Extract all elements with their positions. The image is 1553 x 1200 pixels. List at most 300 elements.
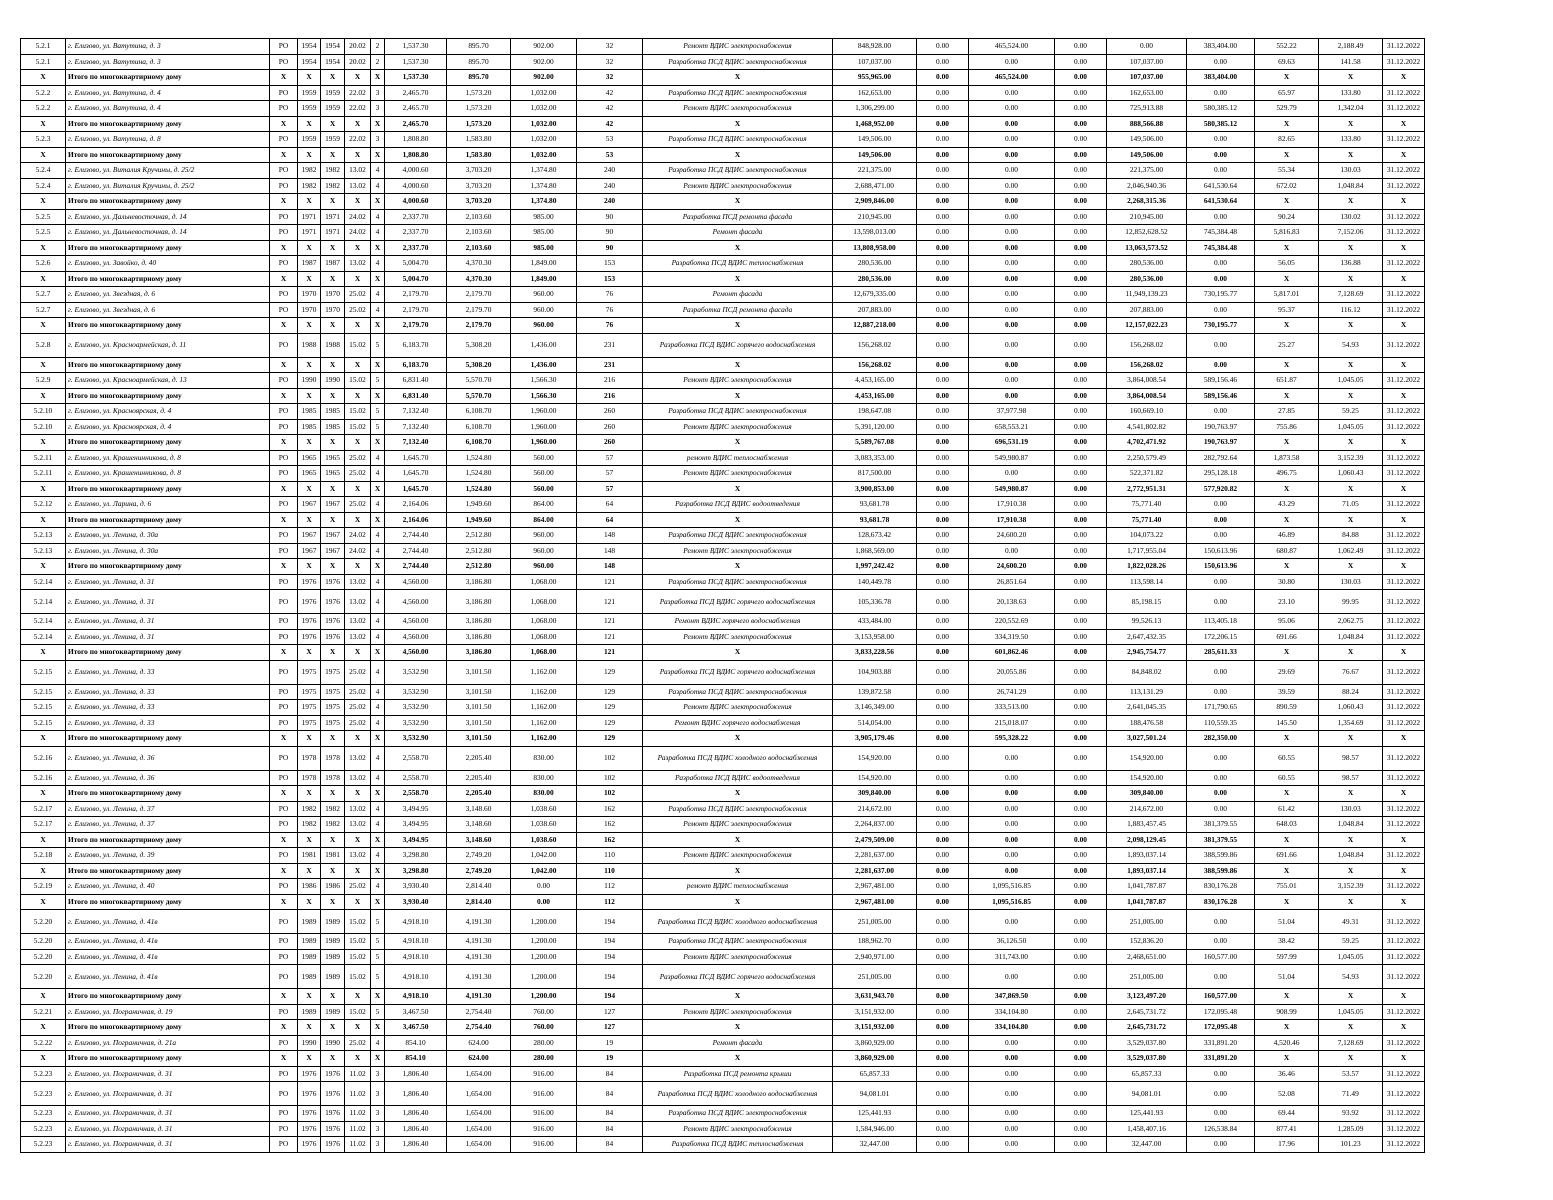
municipal-budget-cell: 0.00 (1055, 1051, 1107, 1067)
municipal-budget-cell: 0.00 (1055, 801, 1107, 817)
work-type-cell: Разработка ПСД ВДИС горячего водоснабжения (643, 333, 833, 357)
work-type-cell: Разработка ПСД ВДИС электроснабжения (643, 574, 833, 590)
method-cell: РО (270, 801, 298, 817)
work-type-cell: X (643, 388, 833, 404)
premises-area-cell: 6,108.70 (447, 435, 511, 451)
region-budget-cell: 0.00 (969, 225, 1055, 241)
fund-cell: 0.00 (917, 240, 969, 256)
owners-funds-cell: 4,541,802.82 (1107, 419, 1187, 435)
cost-cell: 280,536.00 (833, 256, 917, 272)
row-number-cell: 5.2.20 (21, 965, 66, 989)
row-number-cell: X (21, 894, 66, 910)
unit-cost-cell: 890.59 (1255, 700, 1319, 716)
living-area-cell: 1,162.00 (511, 715, 577, 731)
wall-code-cell: 13.02 (345, 746, 371, 770)
row-number-cell: 5.2.23 (21, 1066, 66, 1082)
year-repair-cell: X (321, 645, 345, 661)
wall-code-cell: 25.02 (345, 466, 371, 482)
address-cell: г. Елизово, ул. Завойко, д. 40 (66, 256, 270, 272)
municipal-budget-cell: 0.00 (1055, 256, 1107, 272)
year-built-cell: 1959 (298, 85, 321, 101)
deadline-cell: 31.12.2022 (1383, 132, 1425, 148)
year-built-cell: 1976 (298, 1066, 321, 1082)
premises-area-cell: 895.70 (447, 54, 511, 70)
municipal-budget-cell: 0.00 (1055, 629, 1107, 645)
municipal-budget-cell: 0.00 (1055, 481, 1107, 497)
living-area-cell: 560.00 (511, 466, 577, 482)
address-cell: г. Елизово, ул. Ленина, д. 30а (66, 528, 270, 544)
year-repair-cell: X (321, 832, 345, 848)
fund-cell: 0.00 (917, 645, 969, 661)
living-area-cell: 1,042.00 (511, 848, 577, 864)
owners-funds-cell: 3,864,008.54 (1107, 373, 1187, 389)
owners-funds-cell: 1,717,955.04 (1107, 543, 1187, 559)
residents-cell: 216 (577, 373, 643, 389)
row-number-cell: X (21, 1020, 66, 1036)
limit-cost-cell: X (1319, 731, 1383, 747)
fund-cell: 0.00 (917, 934, 969, 950)
method-cell: РО (270, 660, 298, 684)
residents-cell: 84 (577, 1066, 643, 1082)
address-cell: г. Елизово, ул. Виталия Кручины, д. 25/2 (66, 178, 270, 194)
municipal-budget-cell: 0.00 (1055, 147, 1107, 163)
table-row (21, 466, 1425, 482)
wall-code-cell: 11.02 (345, 1082, 371, 1106)
row-number-cell: X (21, 194, 66, 210)
municipal-budget-cell: 0.00 (1055, 271, 1107, 287)
unit-cost-cell: X (1255, 388, 1319, 404)
limit-cost-cell: 130.03 (1319, 801, 1383, 817)
wall-code-cell: X (345, 116, 371, 132)
year-built-cell: 1954 (298, 54, 321, 70)
year-repair-cell: 1967 (321, 543, 345, 559)
municipal-budget-cell: 0.00 (1055, 318, 1107, 334)
row-number-cell: 5.2.23 (21, 1082, 66, 1106)
wall-code-cell: 24.02 (345, 225, 371, 241)
total-area-cell: 3,494.95 (385, 832, 447, 848)
row-number-cell: 5.2.2 (21, 101, 66, 117)
floors-cell: X (371, 832, 385, 848)
other-sources-cell: 171,790.65 (1187, 700, 1255, 716)
wall-code-cell: X (345, 1020, 371, 1036)
cost-cell: 104,903.88 (833, 660, 917, 684)
fund-cell: 0.00 (917, 614, 969, 630)
wall-code-cell: 13.02 (345, 256, 371, 272)
region-budget-cell: 0.00 (969, 965, 1055, 989)
owners-funds-cell: 2,645,731.72 (1107, 1020, 1187, 1036)
wall-code-cell: 11.02 (345, 1106, 371, 1122)
other-sources-cell: 113,405.18 (1187, 614, 1255, 630)
total-area-cell: 2,465.70 (385, 116, 447, 132)
owners-funds-cell: 154,920.00 (1107, 746, 1187, 770)
year-built-cell: 1971 (298, 209, 321, 225)
year-repair-cell: X (321, 435, 345, 451)
other-sources-cell: 381,379.55 (1187, 832, 1255, 848)
owners-funds-cell: 3,027,501.24 (1107, 731, 1187, 747)
wall-code-cell: 15.02 (345, 965, 371, 989)
municipal-budget-cell: 0.00 (1055, 559, 1107, 575)
work-type-cell: X (643, 1020, 833, 1036)
method-cell: РО (270, 333, 298, 357)
fund-cell: 0.00 (917, 1121, 969, 1137)
address-cell: г. Елизово, ул. Ватутина, д. 4 (66, 85, 270, 101)
municipal-budget-cell: 0.00 (1055, 786, 1107, 802)
unit-cost-cell: 69.44 (1255, 1106, 1319, 1122)
table-row (21, 801, 1425, 817)
fund-cell: 0.00 (917, 863, 969, 879)
owners-funds-cell: 1,893,037.14 (1107, 863, 1187, 879)
unit-cost-cell: X (1255, 435, 1319, 451)
region-budget-cell: 0.00 (969, 256, 1055, 272)
region-budget-cell: 0.00 (969, 373, 1055, 389)
other-sources-cell: 383,404.00 (1187, 39, 1255, 55)
work-type-cell: Разработка ПСД ВДИС горячего водоснабжения (643, 590, 833, 614)
fund-cell: 0.00 (917, 388, 969, 404)
region-budget-cell: 0.00 (969, 746, 1055, 770)
limit-cost-cell: 1,354.69 (1319, 715, 1383, 731)
row-number-cell: 5.2.15 (21, 660, 66, 684)
address-cell: Итого по многоквартирному дому (66, 1051, 270, 1067)
method-cell: РО (270, 163, 298, 179)
floors-cell: X (371, 786, 385, 802)
deadline-cell: 31.12.2022 (1383, 543, 1425, 559)
owners-funds-cell: 251,005.00 (1107, 965, 1187, 989)
work-type-cell: X (643, 357, 833, 373)
method-cell: РО (270, 910, 298, 934)
limit-cost-cell: 1,048.84 (1319, 848, 1383, 864)
residents-cell: 153 (577, 271, 643, 287)
year-built-cell: 1982 (298, 178, 321, 194)
limit-cost-cell: 3,152.39 (1319, 450, 1383, 466)
work-type-cell: X (643, 1051, 833, 1067)
deadline-cell: X (1383, 318, 1425, 334)
row-number-cell: X (21, 989, 66, 1005)
deadline-cell: 31.12.2022 (1383, 85, 1425, 101)
premises-area-cell: 3,703.20 (447, 163, 511, 179)
work-type-cell: X (643, 271, 833, 287)
limit-cost-cell: 130.03 (1319, 574, 1383, 590)
other-sources-cell: 0.00 (1187, 85, 1255, 101)
residents-cell: 127 (577, 1020, 643, 1036)
deadline-cell: X (1383, 240, 1425, 256)
cost-cell: 3,631,943.70 (833, 989, 917, 1005)
living-area-cell: 1,068.00 (511, 629, 577, 645)
total-area-cell: 2,164.06 (385, 497, 447, 513)
year-repair-cell: 1971 (321, 225, 345, 241)
region-budget-cell: 0.00 (969, 302, 1055, 318)
row-number-cell: 5.2.5 (21, 209, 66, 225)
residents-cell: 148 (577, 543, 643, 559)
limit-cost-cell: 7,152.06 (1319, 225, 1383, 241)
premises-area-cell: 3,101.50 (447, 715, 511, 731)
owners-funds-cell: 94,081.01 (1107, 1082, 1187, 1106)
method-cell: РО (270, 39, 298, 55)
fund-cell: 0.00 (917, 70, 969, 86)
owners-funds-cell: 4,702,471.92 (1107, 435, 1187, 451)
region-budget-cell: 0.00 (969, 287, 1055, 303)
floors-cell: X (371, 989, 385, 1005)
work-type-cell: Разработка ПСД ремонта крыши (643, 1066, 833, 1082)
address-cell: Итого по многоквартирному дому (66, 512, 270, 528)
wall-code-cell: X (345, 989, 371, 1005)
deadline-cell: 31.12.2022 (1383, 1035, 1425, 1051)
region-budget-cell: 0.00 (969, 910, 1055, 934)
premises-area-cell: 3,101.50 (447, 731, 511, 747)
work-type-cell: ремонт ВДИС теплоснабжения (643, 879, 833, 895)
total-area-cell: 6,831.40 (385, 373, 447, 389)
owners-funds-cell: 2,641,045.35 (1107, 700, 1187, 716)
premises-area-cell: 4,191.30 (447, 949, 511, 965)
year-repair-cell: 1976 (321, 1106, 345, 1122)
deadline-cell: X (1383, 645, 1425, 661)
total-area-cell: 6,183.70 (385, 357, 447, 373)
address-cell: Итого по многоквартирному дому (66, 116, 270, 132)
table-row (21, 85, 1425, 101)
living-area-cell: 902.00 (511, 39, 577, 55)
cost-cell: 214,672.00 (833, 801, 917, 817)
row-number-cell: 5.2.7 (21, 302, 66, 318)
row-number-cell: 5.2.3 (21, 132, 66, 148)
other-sources-cell: 0.00 (1187, 271, 1255, 287)
fund-cell: 0.00 (917, 404, 969, 420)
total-area-cell: 4,918.10 (385, 949, 447, 965)
total-row (21, 70, 1425, 86)
wall-code-cell: 25.02 (345, 715, 371, 731)
residents-cell: 102 (577, 770, 643, 786)
year-built-cell: 1976 (298, 629, 321, 645)
premises-area-cell: 3,148.60 (447, 832, 511, 848)
owners-funds-cell: 152,836.20 (1107, 934, 1187, 950)
year-built-cell: 1975 (298, 715, 321, 731)
municipal-budget-cell: 0.00 (1055, 1066, 1107, 1082)
fund-cell: 0.00 (917, 817, 969, 833)
table-row (21, 770, 1425, 786)
premises-area-cell: 1,573.20 (447, 101, 511, 117)
premises-area-cell: 2,749.20 (447, 863, 511, 879)
owners-funds-cell: 3,529,037.80 (1107, 1051, 1187, 1067)
unit-cost-cell: 17.96 (1255, 1137, 1319, 1153)
other-sources-cell: 0.00 (1187, 1106, 1255, 1122)
total-area-cell: 2,337.70 (385, 225, 447, 241)
premises-area-cell: 2,814.40 (447, 894, 511, 910)
row-number-cell: 5.2.13 (21, 528, 66, 544)
table-row (21, 209, 1425, 225)
method-cell: РО (270, 879, 298, 895)
method-cell: РО (270, 85, 298, 101)
deadline-cell: 31.12.2022 (1383, 209, 1425, 225)
table-row (21, 54, 1425, 70)
deadline-cell: X (1383, 559, 1425, 575)
table-row (21, 39, 1425, 55)
deadline-cell: X (1383, 70, 1425, 86)
living-area-cell: 916.00 (511, 1137, 577, 1153)
other-sources-cell: 190,763.97 (1187, 419, 1255, 435)
fund-cell: 0.00 (917, 801, 969, 817)
fund-cell: 0.00 (917, 848, 969, 864)
floors-cell: 3 (371, 1121, 385, 1137)
fund-cell: 0.00 (917, 287, 969, 303)
method-cell: X (270, 1020, 298, 1036)
row-number-cell: X (21, 147, 66, 163)
fund-cell: 0.00 (917, 574, 969, 590)
wall-code-cell: 11.02 (345, 1121, 371, 1137)
floors-cell: 4 (371, 209, 385, 225)
fund-cell: 0.00 (917, 39, 969, 55)
cost-cell: 3,900,853.00 (833, 481, 917, 497)
floors-cell: 3 (371, 1106, 385, 1122)
method-cell: РО (270, 590, 298, 614)
floors-cell: 4 (371, 287, 385, 303)
work-type-cell: Ремонт ВДИС электроснабжения (643, 817, 833, 833)
year-built-cell: X (298, 271, 321, 287)
wall-code-cell: 15.02 (345, 373, 371, 389)
deadline-cell: 31.12.2022 (1383, 590, 1425, 614)
deadline-cell: 31.12.2022 (1383, 419, 1425, 435)
region-budget-cell: 0.00 (969, 832, 1055, 848)
year-built-cell: X (298, 357, 321, 373)
fund-cell: 0.00 (917, 715, 969, 731)
work-type-cell: Ремонт ВДИС электроснабжения (643, 848, 833, 864)
work-type-cell: Разработка ПСД ВДИС электроснабжения (643, 528, 833, 544)
total-area-cell: 6,831.40 (385, 388, 447, 404)
owners-funds-cell: 251,005.00 (1107, 910, 1187, 934)
residents-cell: 194 (577, 949, 643, 965)
address-cell: Итого по многоквартирному дому (66, 194, 270, 210)
limit-cost-cell: X (1319, 863, 1383, 879)
municipal-budget-cell: 0.00 (1055, 770, 1107, 786)
region-budget-cell: 1,095,516.85 (969, 879, 1055, 895)
owners-funds-cell: 156,268.02 (1107, 357, 1187, 373)
owners-funds-cell: 3,529,037.80 (1107, 1035, 1187, 1051)
municipal-budget-cell: 0.00 (1055, 333, 1107, 357)
row-number-cell: X (21, 481, 66, 497)
residents-cell: 76 (577, 318, 643, 334)
floors-cell: 5 (371, 404, 385, 420)
year-repair-cell: X (321, 512, 345, 528)
address-cell: г. Елизово, ул. Красноярская, д. 4 (66, 404, 270, 420)
row-number-cell: X (21, 731, 66, 747)
other-sources-cell: 0.00 (1187, 1066, 1255, 1082)
fund-cell: 0.00 (917, 256, 969, 272)
residents-cell: 194 (577, 965, 643, 989)
municipal-budget-cell: 0.00 (1055, 949, 1107, 965)
work-type-cell: Разработка ПСД ВДИС холодного водоснабжения (643, 910, 833, 934)
residents-cell: 57 (577, 466, 643, 482)
year-repair-cell: 1971 (321, 209, 345, 225)
cost-cell: 3,151,932.00 (833, 1004, 917, 1020)
living-area-cell: 1,038.60 (511, 832, 577, 848)
method-cell: РО (270, 629, 298, 645)
year-built-cell: 1976 (298, 1106, 321, 1122)
total-area-cell: 4,560.00 (385, 590, 447, 614)
row-number-cell: 5.2.10 (21, 404, 66, 420)
premises-area-cell: 3,703.20 (447, 178, 511, 194)
year-repair-cell: 1987 (321, 256, 345, 272)
floors-cell: 5 (371, 1004, 385, 1020)
unit-cost-cell: 51.04 (1255, 910, 1319, 934)
year-repair-cell: 1986 (321, 879, 345, 895)
unit-cost-cell: 755.86 (1255, 419, 1319, 435)
floors-cell: 4 (371, 801, 385, 817)
region-budget-cell: 20,055.86 (969, 660, 1055, 684)
cost-cell: 221,375.00 (833, 163, 917, 179)
residents-cell: 121 (577, 645, 643, 661)
work-type-cell: Ремонт ВДИС электроснабжения (643, 101, 833, 117)
deadline-cell: 31.12.2022 (1383, 497, 1425, 513)
address-cell: Итого по многоквартирному дому (66, 240, 270, 256)
document-page (20, 38, 1425, 1153)
total-row (21, 1020, 1425, 1036)
other-sources-cell: 0.00 (1187, 1082, 1255, 1106)
address-cell: Итого по многоквартирному дому (66, 388, 270, 404)
cost-cell: 13,598,013.00 (833, 225, 917, 241)
work-type-cell: X (643, 512, 833, 528)
deadline-cell: X (1383, 512, 1425, 528)
unit-cost-cell: X (1255, 116, 1319, 132)
other-sources-cell: 160,577.00 (1187, 949, 1255, 965)
municipal-budget-cell: 0.00 (1055, 70, 1107, 86)
premises-area-cell: 2,103.60 (447, 225, 511, 241)
living-area-cell: 985.00 (511, 209, 577, 225)
region-budget-cell: 220,552.69 (969, 614, 1055, 630)
year-built-cell: 1975 (298, 700, 321, 716)
year-built-cell: 1975 (298, 660, 321, 684)
method-cell: X (270, 388, 298, 404)
table-row (21, 574, 1425, 590)
owners-funds-cell: 1,883,457.45 (1107, 817, 1187, 833)
work-type-cell: X (643, 116, 833, 132)
residents-cell: 84 (577, 1137, 643, 1153)
premises-area-cell: 1,583.80 (447, 147, 511, 163)
wall-code-cell: 13.02 (345, 848, 371, 864)
municipal-budget-cell: 0.00 (1055, 1137, 1107, 1153)
total-area-cell: 3,532.90 (385, 684, 447, 700)
floors-cell: X (371, 318, 385, 334)
year-built-cell: X (298, 388, 321, 404)
floors-cell: X (371, 512, 385, 528)
total-area-cell: 1,537.30 (385, 54, 447, 70)
living-area-cell: 902.00 (511, 54, 577, 70)
row-number-cell: 5.2.4 (21, 163, 66, 179)
deadline-cell: 31.12.2022 (1383, 287, 1425, 303)
address-cell: г. Елизово, ул. Ленина, д. 33 (66, 660, 270, 684)
limit-cost-cell: X (1319, 388, 1383, 404)
row-number-cell: 5.2.6 (21, 256, 66, 272)
cost-cell: 309,840.00 (833, 786, 917, 802)
cost-cell: 2,967,481.00 (833, 879, 917, 895)
row-number-cell: 5.2.23 (21, 1121, 66, 1137)
municipal-budget-cell: 0.00 (1055, 1121, 1107, 1137)
floors-cell: 4 (371, 574, 385, 590)
deadline-cell: 31.12.2022 (1383, 684, 1425, 700)
wall-code-cell: 15.02 (345, 404, 371, 420)
wall-code-cell: X (345, 512, 371, 528)
floors-cell: 4 (371, 879, 385, 895)
year-built-cell: 1970 (298, 287, 321, 303)
fund-cell: 0.00 (917, 85, 969, 101)
residents-cell: 231 (577, 333, 643, 357)
municipal-budget-cell: 0.00 (1055, 1035, 1107, 1051)
deadline-cell: X (1383, 388, 1425, 404)
address-cell: г. Елизово, ул. Крашенинникова, д. 8 (66, 466, 270, 482)
living-area-cell: 1,566.30 (511, 388, 577, 404)
deadline-cell: 31.12.2022 (1383, 700, 1425, 716)
row-number-cell: X (21, 863, 66, 879)
municipal-budget-cell: 0.00 (1055, 965, 1107, 989)
work-type-cell: X (643, 147, 833, 163)
fund-cell: 0.00 (917, 543, 969, 559)
method-cell: РО (270, 373, 298, 389)
